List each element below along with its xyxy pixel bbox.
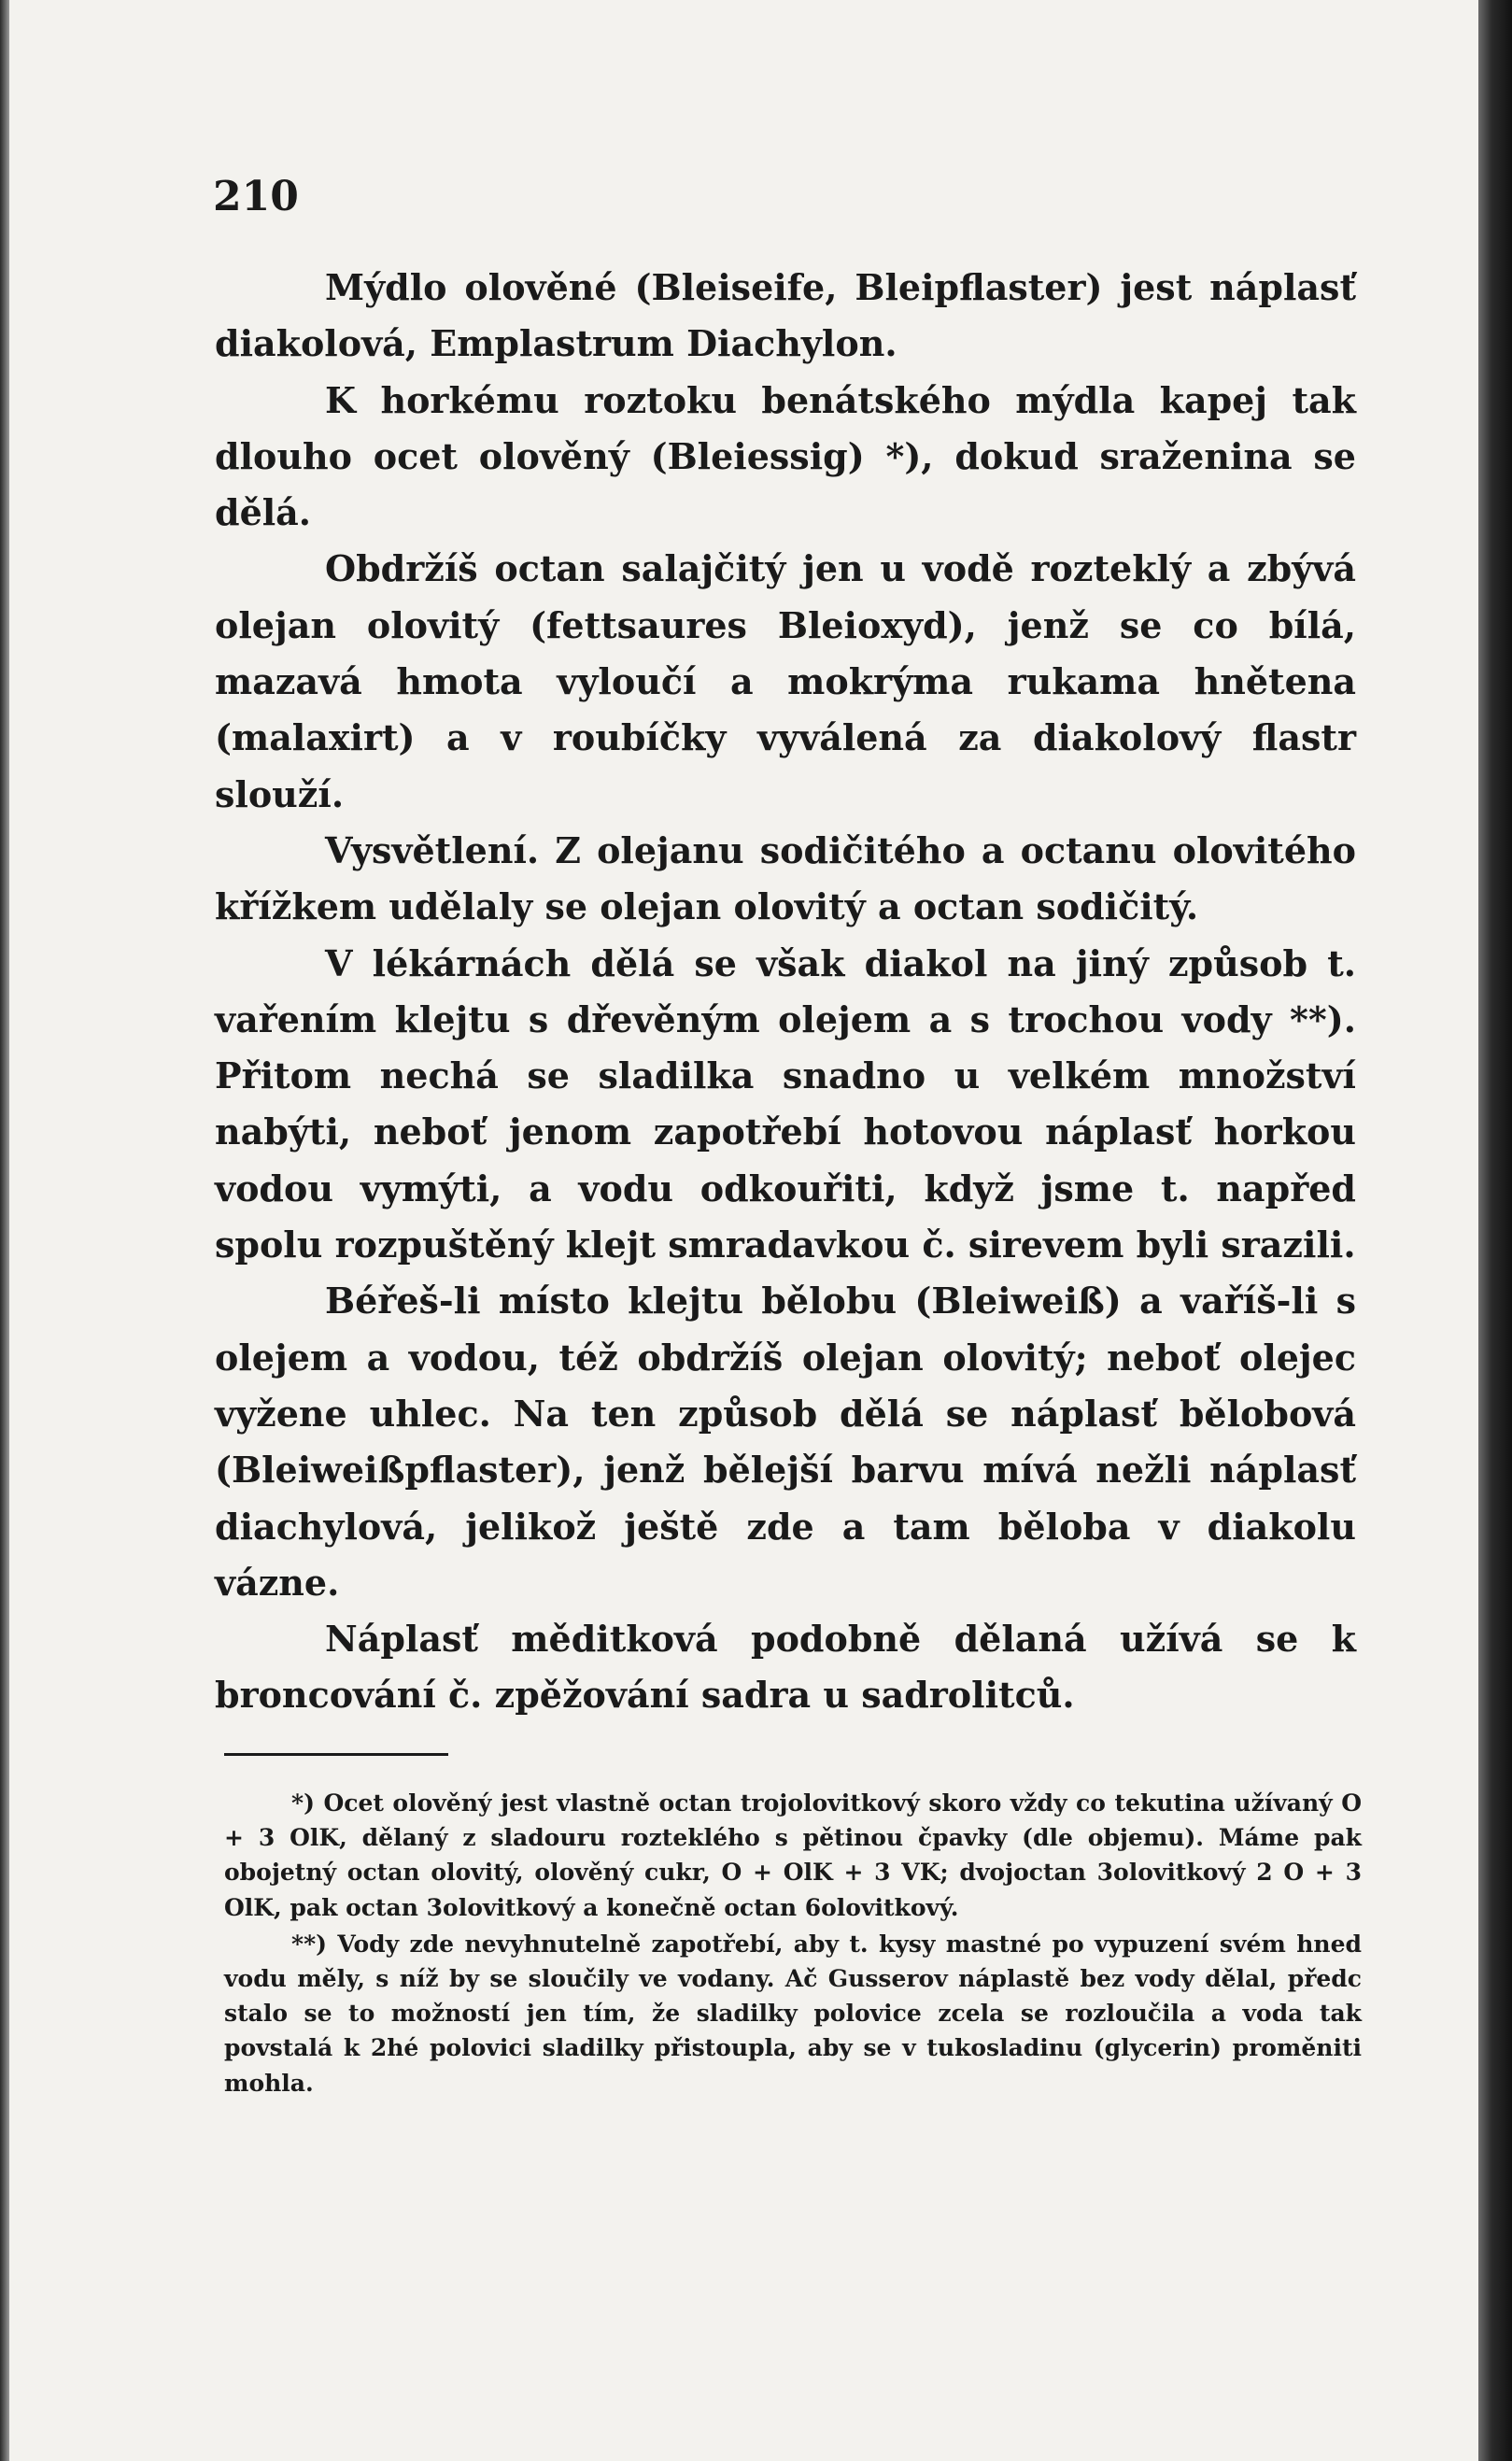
footnote: **) Vody zde nevyhnutelně zapotřebí, aby t. kysy mastné po vypuzení svém hned vodu měly, s níž by se sloučily ve vodany. Ač Gusserov náplastě bez vody dělal, předc stalo se to možností jen tím, že sladilky polovice zcela se rozloučila a voda tak povstalá k 2hé polovici sladilky přistoupla, aby se v tukosladinu (glycerin) proměniti mohla. [224,1930,1362,2097]
paragraph: Obdržíš octan salajčitý jen u vodě rozteklý a zbývá olejan olovitý (fettsaures Bleioxyd), jenž se co bílá, mazavá hmota vyloučí a mokrýma rukama hnětena (malaxirt) a v roubíčky vyválená za diakolový flastr slouží. [215,547,1356,815]
paragraph: V lékárnách dělá se však diakol na jiný způsob t. vařením klejtu s dřevěným olejem a s trochou vody **). Přitom nechá se sladilka snadno u velkém množství nabýti, neboť jenom zapotřebí hotovou náplasť horkou vodou vymýti, a vodu odkouřiti, když jsme t. napřed spolu rozpuštěný klejt smradavkou č. sirevem byli srazili. [215,941,1356,1266]
main-text [215,260,1356,1724]
footnote: *) Ocet olověný jest vlastně octan trojolovitkový skoro vždy co tekutina užívaný O + 3 OlK, dělaný z sladouru rozteklého s pětinou čpavky (dle objemu). Máme pak obojetný octan olovitý, olověný cukr, O + OlK + 3 VK; dvojoctan 3olovitkový 2 O + 3 OlK, pak octan 3olovitkový a konečně octan 6olovitkový. [224,1789,1362,1921]
page-number: 210 [213,173,299,220]
page-edge-left [0,0,9,2461]
footnote-divider [224,1753,448,1756]
paragraph: Béřeš-li místo klejtu bělobu (Bleiweiß) a vaříš-li s olejem a vodou, též obdržíš olejan olovitý; neboť olejec vyžene uhlec. Na ten způsob dělá se náplasť bělobová (Bleiweißpflaster), jenž bělejší barvu mívá nežli náplasť diachylová, jelikož ještě zde a tam běloba v diakolu vázne. [215,1280,1356,1604]
paragraph: Vysvětlení. Z olejanu sodičitého a octanu olovitého křížkem udělaly se olejan olovitý a octan sodičitý. [215,828,1356,928]
paragraph: K horkému roztoku benátského mýdla kapej tak dlouho ocet olověný (Bleiessig) *), dokud sraženina se dělá. [215,378,1356,534]
paragraph: Náplasť měditková podobně dělaná užívá se k broncování č. zpěžování sadra u sadrolitců. [215,1618,1356,1717]
page-edge-right [1478,0,1512,2461]
footnotes [224,1786,1362,2102]
paragraph: Mýdlo olověné (Bleiseife, Bleipflaster) jest náplasť diakolová, Emplastrum Diachylon. [215,266,1356,365]
